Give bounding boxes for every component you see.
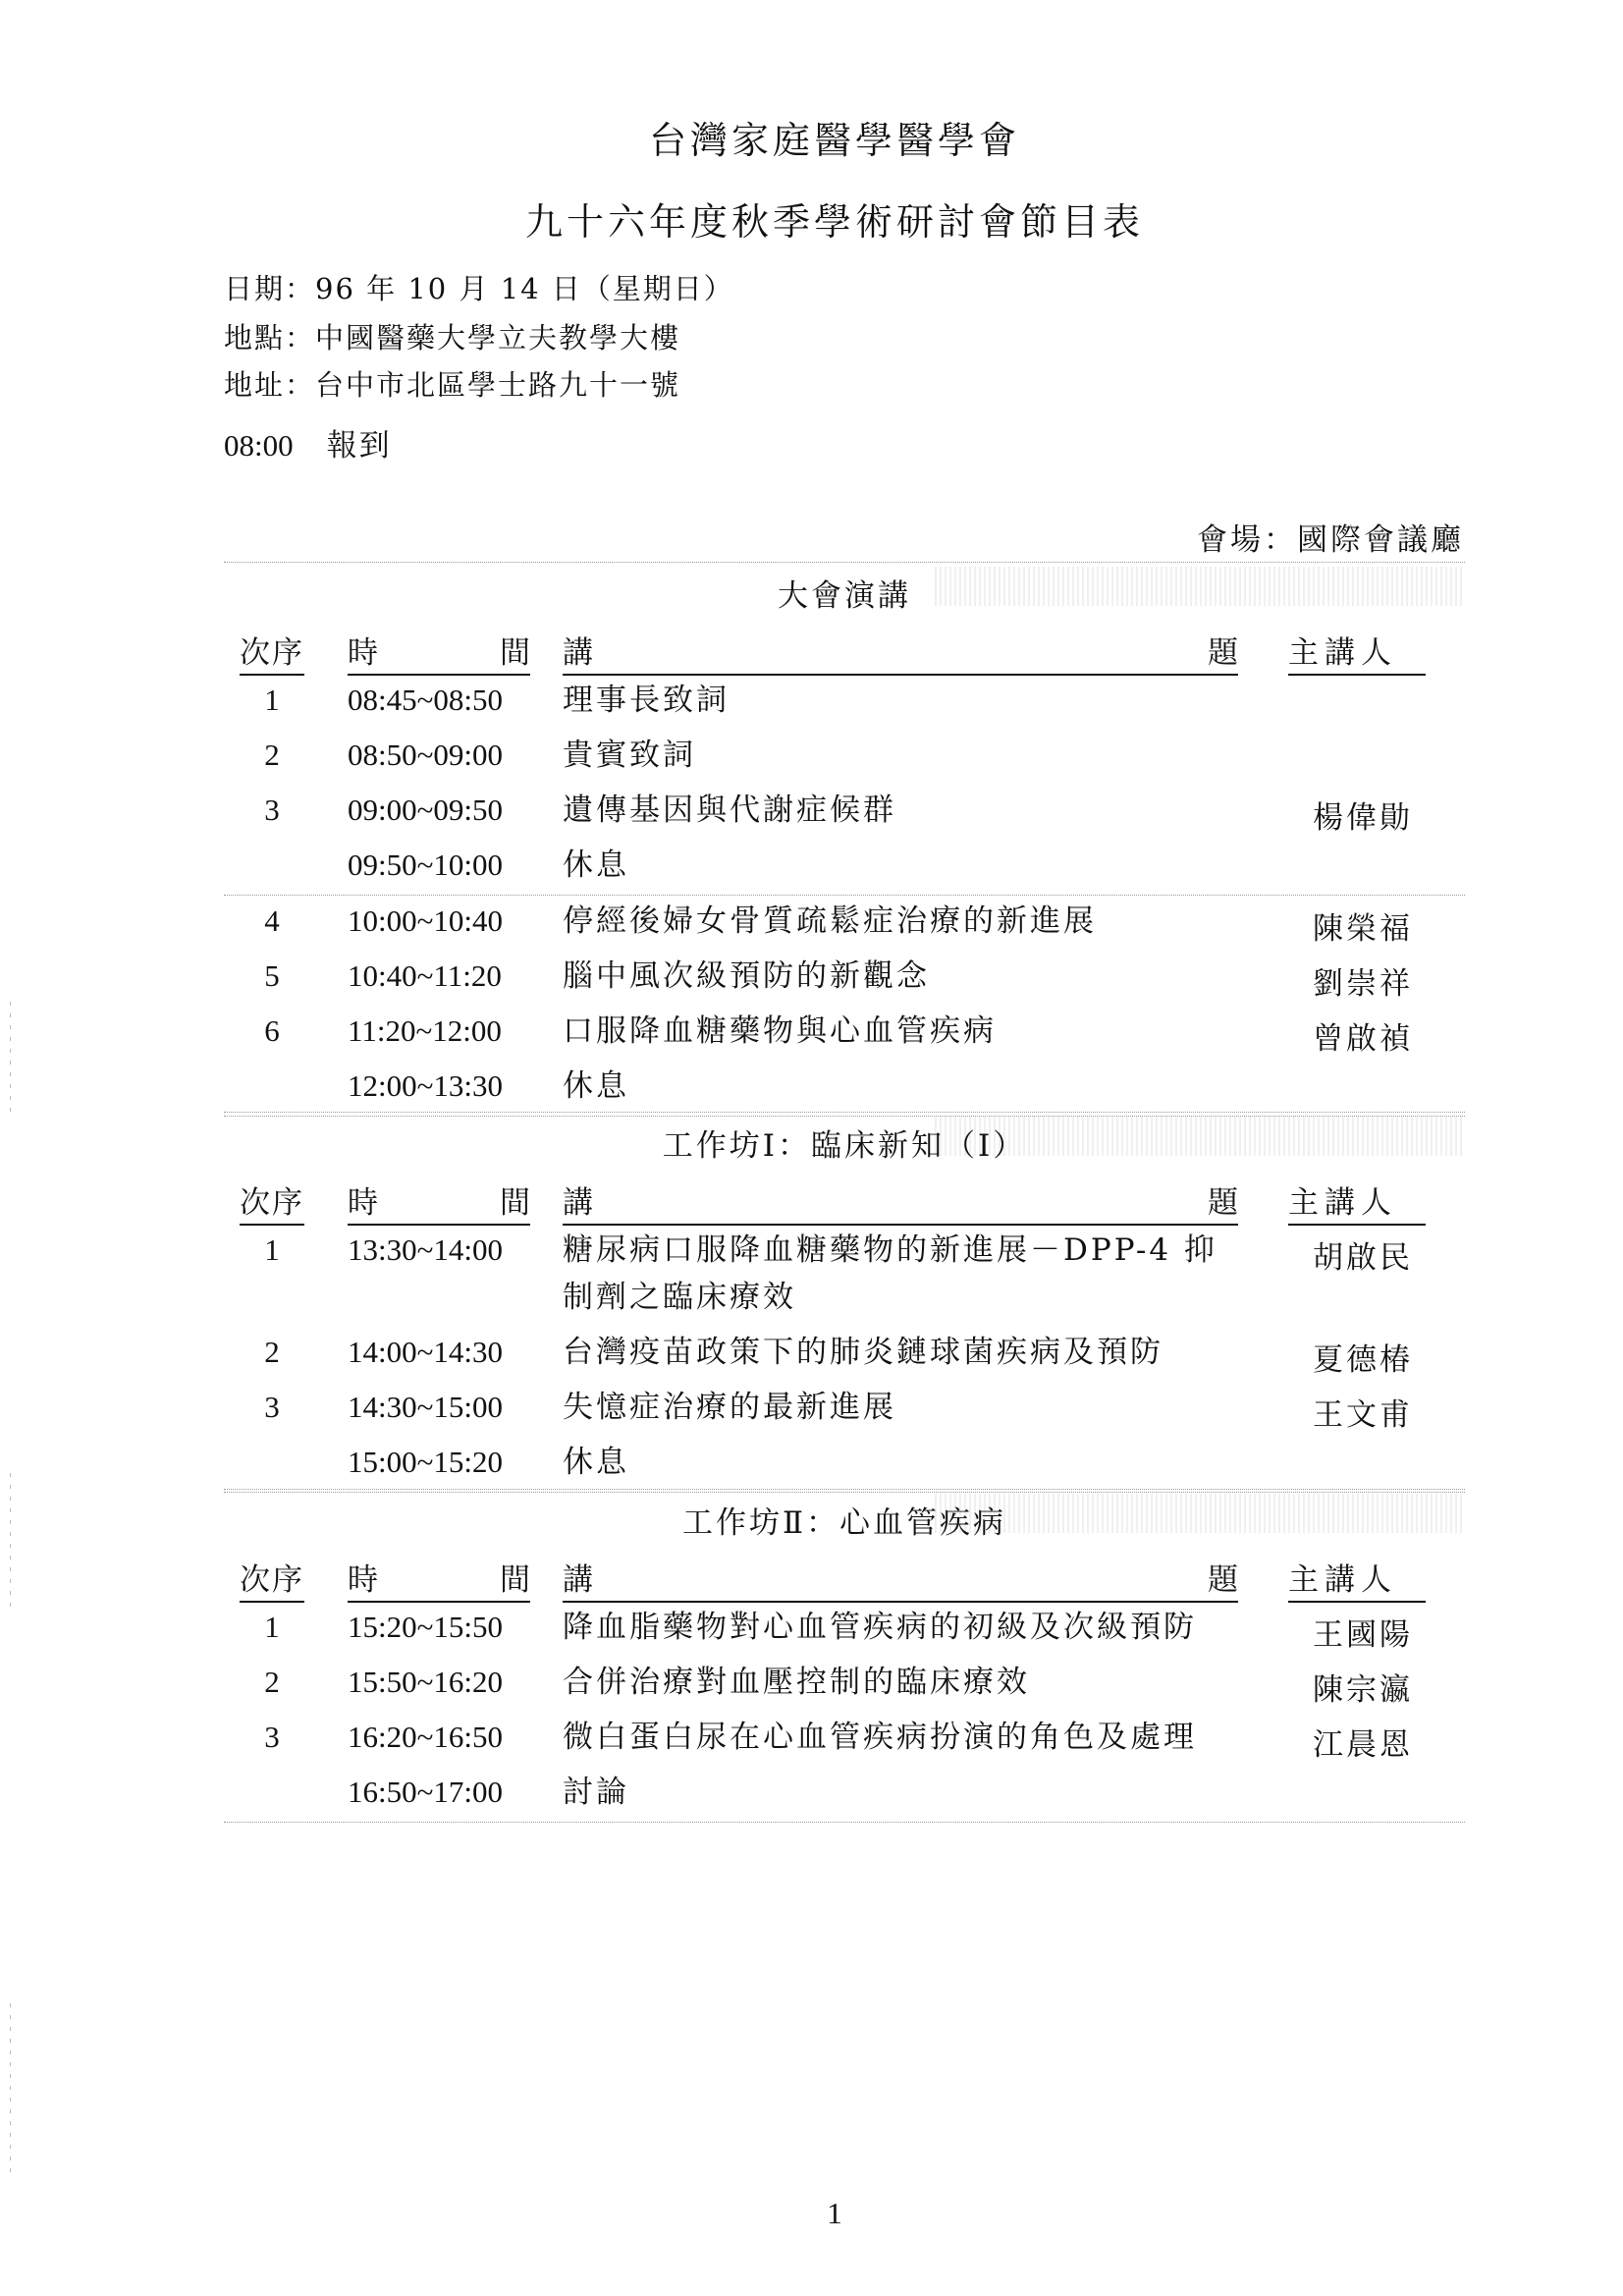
row-topic: 休息: [563, 1445, 629, 1480]
row-time: 15:20~15:50: [348, 1610, 503, 1644]
section-plenary: [224, 562, 1465, 1117]
row-seq: 1: [264, 1610, 280, 1644]
col-time-header-a: 時: [348, 635, 378, 671]
table-row: [224, 1767, 1465, 1823]
col-topic-header-a: 講: [563, 1562, 593, 1598]
table-row: [224, 1225, 1465, 1327]
org-title: 台灣家庭醫學醫學會: [648, 119, 1020, 162]
table-row: [224, 840, 1465, 896]
row-topic: 休息: [563, 1068, 629, 1104]
col-seq-header: 次序: [240, 1555, 304, 1603]
row-speaker: 江晨恩: [1313, 1727, 1413, 1763]
row-speaker: 王文甫: [1313, 1397, 1413, 1433]
table-header: [224, 618, 1465, 675]
row-seq: 1: [264, 1232, 280, 1267]
row-time: 12:00~13:30: [348, 1068, 503, 1103]
scan-margin-mark: [10, 1002, 11, 1120]
row-time: 16:50~17:00: [348, 1775, 503, 1809]
registration-time: 08:00: [224, 428, 294, 463]
table-row: [224, 896, 1465, 951]
col-topic-header-a: 講: [563, 635, 593, 671]
row-seq: 3: [264, 1720, 280, 1754]
info-location-label: 地點：: [224, 321, 316, 355]
section-title-bar: [224, 1112, 1465, 1168]
row-speaker: 胡啟民: [1313, 1240, 1413, 1276]
row-time: 08:45~08:50: [348, 683, 503, 717]
table-row: [224, 951, 1465, 1006]
col-speaker-header: 主講人: [1288, 1177, 1426, 1226]
row-topic: 降血脂藥物對心血管疾病的初級及次級預防: [563, 1610, 1197, 1645]
row-topic: 停經後婦女骨質疏鬆症治療的新進展: [563, 903, 1097, 939]
info-date-value: 96 年 10 月 14 日（星期日）: [315, 272, 734, 305]
row-seq: 3: [264, 1390, 280, 1424]
col-topic-header-b: 題: [1208, 1185, 1238, 1221]
info-address-value: 台中市北區學士路九十一號: [315, 368, 681, 402]
row-time: 14:00~14:30: [348, 1335, 503, 1369]
col-seq-header: 次序: [240, 1177, 304, 1226]
table-row: [224, 1327, 1465, 1382]
row-time: 15:00~15:20: [348, 1445, 503, 1479]
col-time-header-a: 時: [348, 1185, 378, 1221]
row-time: 10:00~10:40: [348, 903, 503, 938]
info-date: [224, 267, 734, 307]
col-topic-header: [563, 1177, 1238, 1226]
col-time-header-a: 時: [348, 1562, 378, 1598]
col-time-header: [348, 1555, 530, 1603]
table-row: [224, 1382, 1465, 1437]
row-seq: 1: [264, 683, 280, 717]
row-seq: 4: [264, 903, 280, 938]
section-title: 工作坊Ⅰ：臨床新知（Ⅰ）: [662, 1128, 1027, 1164]
table-row: [224, 1061, 1465, 1117]
col-speaker-header: 主講人: [1288, 628, 1426, 676]
row-time: 10:40~11:20: [348, 958, 502, 993]
row-speaker: 陳榮福: [1313, 911, 1413, 947]
table-header: [224, 1545, 1465, 1602]
row-speaker: 王國陽: [1313, 1617, 1413, 1653]
col-time-header-b: 間: [500, 1185, 530, 1221]
scan-margin-mark: [10, 2003, 11, 2180]
row-topic: 理事長致詞: [563, 683, 730, 718]
row-topic: 貴賓致詞: [563, 738, 696, 773]
row-speaker: 曾啟禎: [1313, 1021, 1413, 1057]
info-address: [224, 363, 680, 404]
row-topic: 失憶症治療的最新進展: [563, 1390, 896, 1425]
program-title: 九十六年度秋季學術研討會節目表: [524, 200, 1144, 244]
scan-margin-mark: [10, 1473, 11, 1611]
col-topic-header: [563, 628, 1238, 676]
row-seq: 2: [264, 1335, 280, 1369]
row-topic: 遺傳基因與代謝症候群: [563, 793, 896, 828]
row-time: 16:20~16:50: [348, 1720, 503, 1754]
row-seq: 5: [264, 958, 280, 993]
row-time: 08:50~09:00: [348, 738, 503, 772]
table-row: [224, 1437, 1465, 1493]
col-topic-header-a: 講: [563, 1185, 593, 1221]
section-title: 大會演講: [778, 578, 911, 614]
row-topic: 討論: [563, 1775, 629, 1810]
row-topic: 口服降血糖藥物與心血管疾病: [563, 1013, 997, 1049]
row-seq: 3: [264, 793, 280, 827]
row-topic: 合併治療對血壓控制的臨床療效: [563, 1665, 1030, 1700]
info-location: [224, 316, 680, 356]
info-location-value: 中國醫藥大學立夫教學大樓: [315, 321, 681, 355]
section-workshop-2: [224, 1489, 1465, 1823]
info-address-label: 地址：: [224, 368, 316, 402]
row-topic: 微白蛋白尿在心血管疾病扮演的角色及處理: [563, 1720, 1197, 1755]
table-row: [224, 1602, 1465, 1657]
row-topic: 糖尿病口服降血糖藥物的新進展－DPP-4 抑制劑之臨床療效: [563, 1232, 1217, 1315]
row-seq: 2: [264, 738, 280, 772]
col-time-header-b: 間: [500, 1562, 530, 1598]
registration: [224, 420, 392, 465]
table-row: [224, 1006, 1465, 1061]
table-row: [224, 730, 1465, 785]
table-row: [224, 785, 1465, 840]
venue-label: 會場：國際會議廳: [1197, 522, 1464, 558]
col-time-header: [348, 628, 530, 676]
table-row: [224, 1657, 1465, 1712]
row-speaker: 楊偉勛: [1313, 800, 1413, 836]
row-speaker: 陳宗瀛: [1313, 1672, 1413, 1708]
col-time-header-b: 間: [500, 635, 530, 671]
row-seq: 6: [264, 1013, 280, 1048]
row-topic: 腦中風次級預防的新觀念: [563, 958, 930, 994]
table-header: [224, 1168, 1465, 1225]
section-title-bar: [224, 562, 1465, 618]
row-speaker: 夏德椿: [1313, 1342, 1413, 1378]
table-row: [224, 1712, 1465, 1767]
row-time: 14:30~15:00: [348, 1390, 503, 1424]
page-number: 1: [827, 2196, 842, 2230]
row-time: 15:50~16:20: [348, 1665, 503, 1699]
section-title-bar: [224, 1489, 1465, 1545]
col-topic-header-b: 題: [1208, 1562, 1238, 1598]
info-date-label: 日期：: [224, 272, 316, 305]
col-seq-header: 次序: [240, 628, 304, 676]
row-seq: 2: [264, 1665, 280, 1699]
section-title: 工作坊Ⅱ：心血管疾病: [681, 1505, 1007, 1541]
col-topic-header: [563, 1555, 1238, 1603]
registration-label: 報到: [326, 428, 392, 464]
row-topic: 休息: [563, 847, 629, 883]
row-time: 13:30~14:00: [348, 1232, 503, 1267]
row-speaker: 劉崇祥: [1313, 966, 1413, 1002]
row-topic: 台灣疫苗政策下的肺炎鏈球菌疾病及預防: [563, 1335, 1163, 1370]
section-workshop-1: [224, 1112, 1465, 1493]
col-topic-header-b: 題: [1208, 635, 1238, 671]
row-time: 09:00~09:50: [348, 793, 503, 827]
col-time-header: [348, 1177, 530, 1226]
col-speaker-header: 主講人: [1288, 1555, 1426, 1603]
table-row: [224, 675, 1465, 730]
row-time: 11:20~12:00: [348, 1013, 502, 1048]
row-time: 09:50~10:00: [348, 847, 503, 882]
